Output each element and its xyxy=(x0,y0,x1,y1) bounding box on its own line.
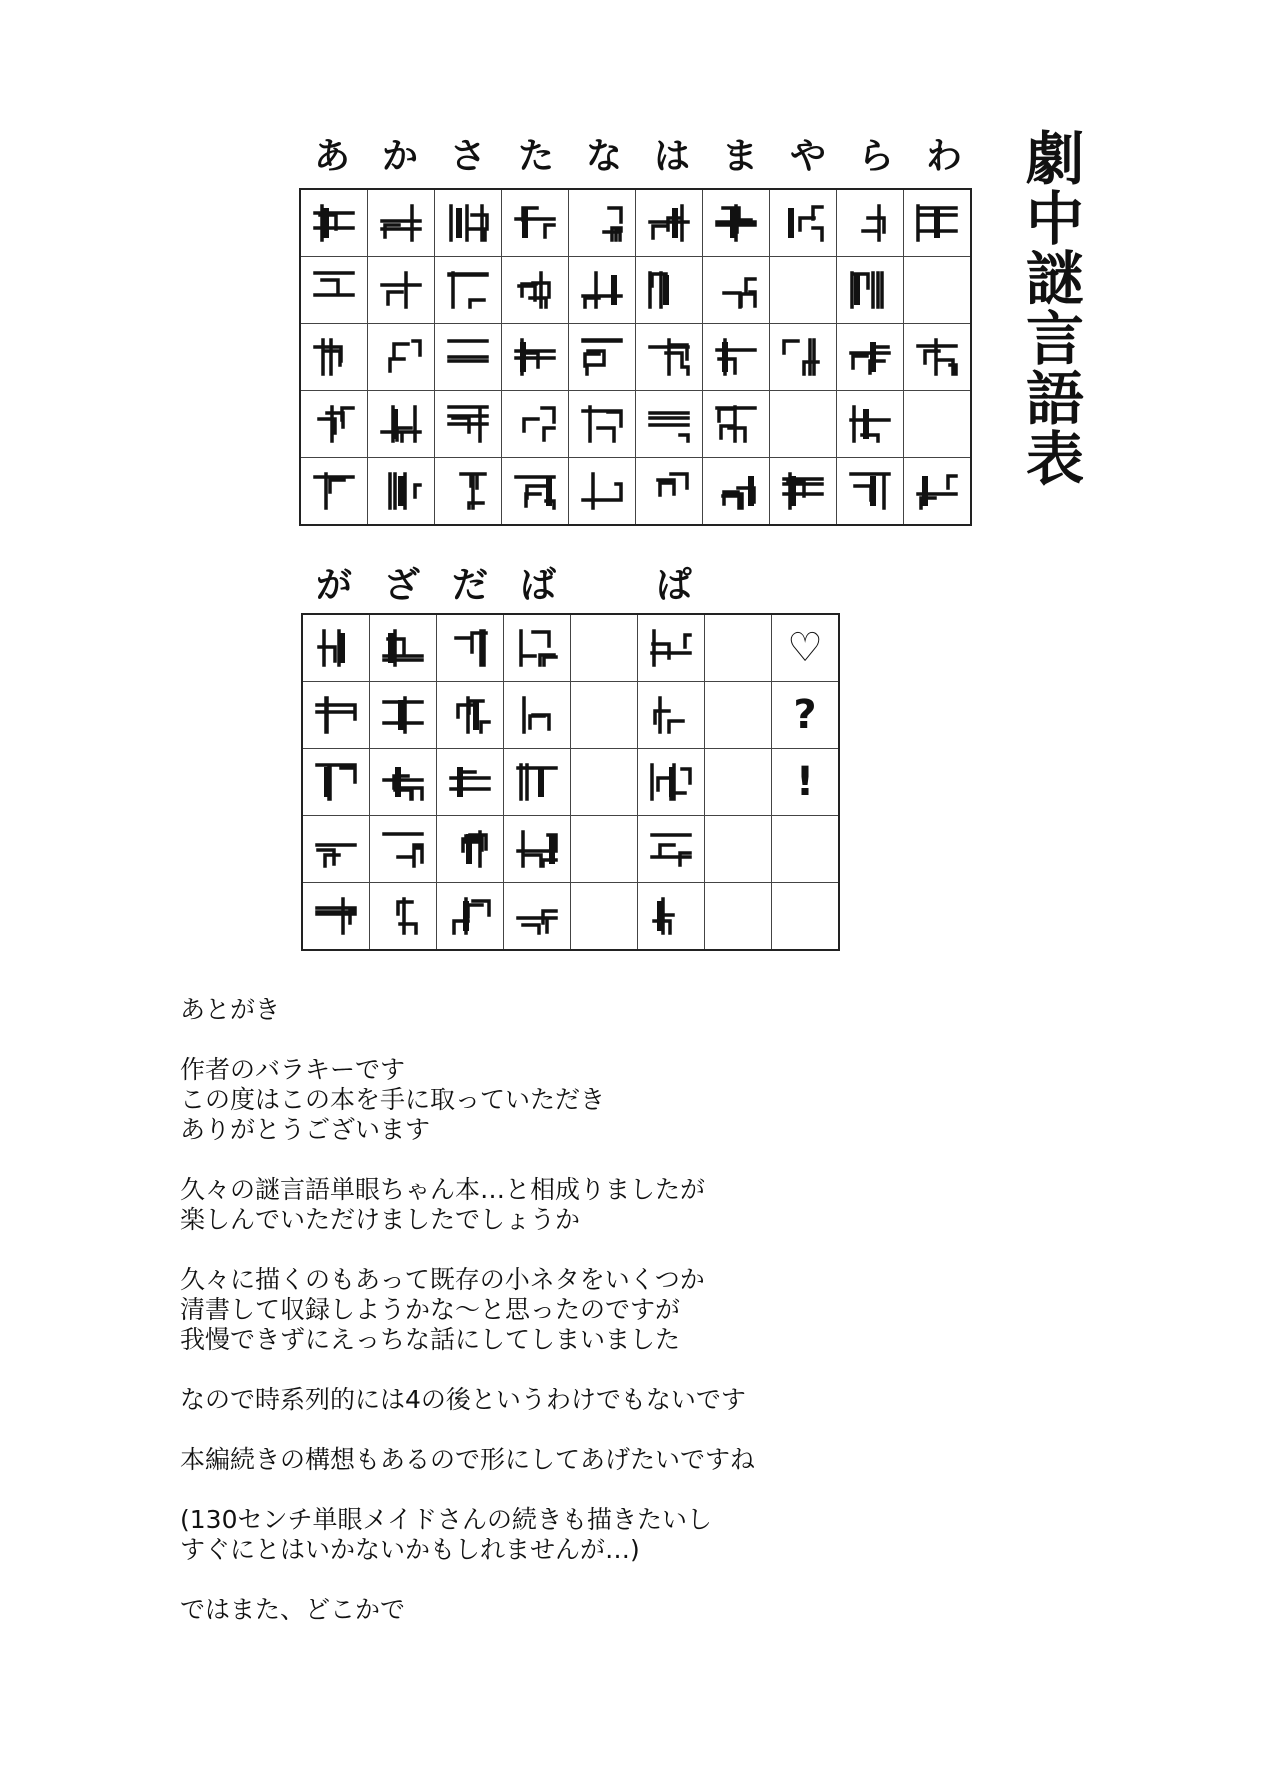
afterword-heading: あとがき xyxy=(180,995,281,1024)
cipher-cell xyxy=(502,458,569,526)
cipher-cell xyxy=(302,883,370,951)
cipher-cell xyxy=(703,458,770,526)
afterword-line: すぐにとはいかないかもしれませんが…) xyxy=(180,1535,640,1564)
cipher-glyph-icon xyxy=(311,692,361,738)
table-row xyxy=(300,324,971,391)
header-kana: た xyxy=(517,136,554,177)
cipher-cell xyxy=(370,682,437,749)
cipher-cell xyxy=(504,816,571,883)
cipher-cell xyxy=(370,614,437,682)
afterword-line: 楽しんでいただけましたでしょうか xyxy=(180,1205,581,1234)
cipher-cell xyxy=(904,189,972,257)
seion-cipher-table xyxy=(299,188,972,526)
afterword-paragraph xyxy=(180,1175,1080,1235)
cipher-cell xyxy=(638,614,705,682)
cipher-cell xyxy=(772,682,840,749)
header-kana: は xyxy=(653,136,690,177)
cipher-glyph-icon xyxy=(912,200,962,246)
cipher-cell xyxy=(368,189,435,257)
afterword-paragraph xyxy=(180,1595,1080,1625)
cipher-glyph-icon xyxy=(309,468,359,514)
cipher-cell xyxy=(302,749,370,816)
header-kana: ま xyxy=(721,136,758,177)
cipher-glyph-icon xyxy=(309,401,359,447)
table-row xyxy=(300,189,971,257)
cipher-cell xyxy=(300,391,368,458)
afterword-line: なので時系列的には4の後というわけでもないです xyxy=(180,1385,746,1414)
cipher-glyph-icon xyxy=(577,334,627,380)
cipher-cell xyxy=(302,614,370,682)
cipher-cell xyxy=(904,324,972,391)
header-kana xyxy=(572,557,640,608)
cipher-cell xyxy=(571,682,638,749)
table-row xyxy=(302,816,839,883)
dakuon-cipher-table xyxy=(301,613,840,951)
cipher-glyph-icon xyxy=(778,334,828,380)
cipher-glyph-icon xyxy=(845,200,895,246)
cipher-glyph-icon xyxy=(311,625,361,671)
header-kana: わ xyxy=(925,136,962,177)
cipher-glyph-icon xyxy=(646,826,696,872)
cipher-cell xyxy=(770,189,837,257)
afterword-paragraph xyxy=(180,1445,1080,1475)
cipher-cell xyxy=(368,257,435,324)
cipher-glyph-icon xyxy=(376,401,426,447)
afterword xyxy=(180,995,1080,1655)
cipher-glyph-icon xyxy=(845,267,895,313)
cipher-cell xyxy=(368,324,435,391)
afterword-line: 本編続きの構想もあるので形にしてあげたいですね xyxy=(180,1445,756,1474)
cipher-cell xyxy=(302,816,370,883)
cipher-glyph-icon xyxy=(443,200,493,246)
cipher-cell xyxy=(705,682,772,749)
cipher-cell xyxy=(368,391,435,458)
header-kana: だ xyxy=(451,565,488,606)
cipher-glyph-icon xyxy=(845,401,895,447)
cipher-glyph-icon xyxy=(711,401,761,447)
header-kana: や xyxy=(789,136,826,177)
cipher-cell xyxy=(837,458,904,526)
cipher-symbol: ? xyxy=(793,692,817,738)
cipher-glyph-icon xyxy=(912,468,962,514)
cipher-cell xyxy=(636,458,703,526)
cipher-cell xyxy=(502,324,569,391)
cipher-glyph-icon xyxy=(512,625,562,671)
cipher-cell xyxy=(569,257,636,324)
cipher-cell xyxy=(904,391,972,458)
cipher-glyph-icon xyxy=(845,334,895,380)
cipher-cell xyxy=(569,458,636,526)
cipher-cell xyxy=(300,458,368,526)
cipher-cell xyxy=(705,816,772,883)
cipher-cell xyxy=(504,883,571,951)
page-title: 劇中謎言語表 xyxy=(1016,128,1084,488)
header-kana: か xyxy=(381,136,418,177)
cipher-glyph-icon xyxy=(646,692,696,738)
cipher-cell xyxy=(502,391,569,458)
cipher-cell xyxy=(904,257,972,324)
cipher-cell xyxy=(772,614,840,682)
cipher-glyph-icon xyxy=(445,893,495,939)
cipher-glyph-icon xyxy=(644,334,694,380)
table-row xyxy=(300,458,971,526)
cipher-glyph-icon xyxy=(512,692,562,738)
cipher-glyph-icon xyxy=(510,200,560,246)
cipher-glyph-icon xyxy=(445,826,495,872)
afterword-line: ありがとうございます xyxy=(180,1115,431,1144)
cipher-cell xyxy=(571,614,638,682)
cipher-cell xyxy=(370,883,437,951)
cipher-cell xyxy=(636,257,703,324)
cipher-cell xyxy=(904,458,972,526)
afterword-line: この度はこの本を手に取っていただき xyxy=(180,1085,606,1114)
cipher-cell xyxy=(504,614,571,682)
afterword-paragraph xyxy=(180,1055,1080,1145)
cipher-cell xyxy=(837,391,904,458)
table-row xyxy=(300,391,971,458)
cipher-cell xyxy=(636,391,703,458)
cipher-cell xyxy=(770,391,837,458)
header-kana: さ xyxy=(449,136,486,177)
cipher-glyph-icon xyxy=(443,267,493,313)
cipher-glyph-icon xyxy=(711,200,761,246)
cipher-cell xyxy=(435,324,502,391)
cipher-glyph-icon xyxy=(711,267,761,313)
cipher-glyph-icon xyxy=(376,200,426,246)
afterword-line: 久々の謎言語単眼ちゃん本…と相成りましたが xyxy=(180,1175,706,1204)
header-kana xyxy=(776,557,844,608)
afterword-paragraph xyxy=(180,1385,1080,1415)
cipher-cell xyxy=(571,816,638,883)
cipher-glyph-icon xyxy=(577,401,627,447)
cipher-cell xyxy=(770,257,837,324)
cipher-glyph-icon xyxy=(378,759,428,805)
afterword-paragraph xyxy=(180,1505,1080,1565)
cipher-glyph-icon xyxy=(376,334,426,380)
cipher-glyph-icon xyxy=(512,893,562,939)
afterword-paragraph xyxy=(180,1265,1080,1355)
table-row xyxy=(302,682,839,749)
cipher-cell xyxy=(300,257,368,324)
cipher-cell xyxy=(370,816,437,883)
cipher-cell xyxy=(569,189,636,257)
cipher-cell xyxy=(703,391,770,458)
cipher-glyph-icon xyxy=(512,826,562,872)
cipher-cell xyxy=(437,682,504,749)
cipher-cell xyxy=(502,257,569,324)
seion-header xyxy=(298,128,978,179)
header-kana xyxy=(708,557,776,608)
cipher-glyph-icon xyxy=(445,625,495,671)
cipher-cell xyxy=(437,883,504,951)
cipher-cell xyxy=(569,391,636,458)
cipher-cell xyxy=(437,749,504,816)
header-kana: ば xyxy=(519,565,556,606)
cipher-glyph-icon xyxy=(445,692,495,738)
cipher-glyph-icon xyxy=(309,267,359,313)
cipher-glyph-icon xyxy=(646,625,696,671)
cipher-glyph-icon xyxy=(443,334,493,380)
cipher-cell xyxy=(636,189,703,257)
cipher-glyph-icon xyxy=(311,759,361,805)
cipher-glyph-icon xyxy=(510,267,560,313)
header-kana: あ xyxy=(313,136,350,177)
cipher-glyph-icon xyxy=(711,334,761,380)
cipher-cell xyxy=(705,883,772,951)
cipher-cell xyxy=(705,614,772,682)
cipher-glyph-icon xyxy=(443,468,493,514)
table-row xyxy=(302,883,839,951)
cipher-cell xyxy=(703,324,770,391)
cipher-glyph-icon xyxy=(378,826,428,872)
cipher-cell xyxy=(435,458,502,526)
cipher-glyph-icon xyxy=(644,468,694,514)
cipher-cell xyxy=(770,324,837,391)
cipher-cell xyxy=(435,257,502,324)
cipher-cell xyxy=(837,189,904,257)
cipher-symbol: ! xyxy=(795,759,815,805)
cipher-cell xyxy=(571,883,638,951)
afterword-line: (130センチ単眼メイドさんの続きも描きたいし xyxy=(180,1505,712,1534)
header-kana: ざ xyxy=(383,565,420,606)
cipher-glyph-icon xyxy=(445,759,495,805)
cipher-cell xyxy=(437,816,504,883)
cipher-cell xyxy=(638,883,705,951)
cipher-glyph-icon xyxy=(376,468,426,514)
cipher-cell xyxy=(300,189,368,257)
afterword-line: ではまた、どこかで xyxy=(180,1595,406,1624)
cipher-glyph-icon xyxy=(646,893,696,939)
cipher-glyph-icon xyxy=(577,200,627,246)
cipher-glyph-icon xyxy=(378,692,428,738)
cipher-cell xyxy=(300,324,368,391)
cipher-cell xyxy=(638,816,705,883)
cipher-cell xyxy=(569,324,636,391)
cipher-glyph-icon xyxy=(309,200,359,246)
header-kana: が xyxy=(315,565,352,606)
cipher-glyph-icon xyxy=(510,334,560,380)
cipher-cell xyxy=(368,458,435,526)
header-kana: ら xyxy=(857,136,894,177)
afterword-line: 作者のバラキーです xyxy=(180,1055,406,1084)
afterword-body xyxy=(180,1055,1080,1625)
cipher-glyph-icon xyxy=(512,759,562,805)
cipher-glyph-icon xyxy=(577,468,627,514)
cipher-glyph-icon xyxy=(309,334,359,380)
header-kana: な xyxy=(585,136,622,177)
cipher-cell xyxy=(638,749,705,816)
table-row xyxy=(302,614,839,682)
cipher-glyph-icon xyxy=(311,893,361,939)
cipher-cell xyxy=(638,682,705,749)
cipher-glyph-icon xyxy=(778,200,828,246)
cipher-cell xyxy=(502,189,569,257)
cipher-glyph-icon xyxy=(510,401,560,447)
cipher-glyph-icon xyxy=(376,267,426,313)
cipher-cell xyxy=(370,749,437,816)
cipher-cell xyxy=(504,682,571,749)
cipher-glyph-icon xyxy=(311,826,361,872)
cipher-glyph-icon xyxy=(711,468,761,514)
cipher-glyph-icon xyxy=(443,401,493,447)
cipher-glyph-icon xyxy=(646,759,696,805)
cipher-cell xyxy=(837,257,904,324)
cipher-glyph-icon xyxy=(644,200,694,246)
cipher-glyph-icon xyxy=(778,468,828,514)
table-row xyxy=(302,749,839,816)
cipher-cell xyxy=(705,749,772,816)
afterword-line: 久々に描くのもあって既存の小ネタをいくつか xyxy=(180,1265,705,1294)
cipher-cell xyxy=(703,257,770,324)
table-row xyxy=(300,257,971,324)
afterword-line: 我慢できずにえっちな話にしてしまいました xyxy=(180,1325,681,1354)
cipher-glyph-icon xyxy=(912,334,962,380)
cipher-cell xyxy=(772,749,840,816)
afterword-line: 清書して収録しようかな〜と思ったのですが xyxy=(180,1295,681,1324)
cipher-glyph-icon xyxy=(644,267,694,313)
cipher-cell xyxy=(435,391,502,458)
cipher-cell xyxy=(703,189,770,257)
cipher-cell xyxy=(772,816,840,883)
cipher-glyph-icon xyxy=(644,401,694,447)
cipher-cell xyxy=(636,324,703,391)
cipher-glyph-icon xyxy=(378,625,428,671)
cipher-glyph-icon xyxy=(577,267,627,313)
cipher-glyph-icon xyxy=(378,893,428,939)
cipher-glyph-icon xyxy=(845,468,895,514)
header-kana: ぱ xyxy=(655,565,692,606)
cipher-cell xyxy=(571,749,638,816)
cipher-cell xyxy=(770,458,837,526)
cipher-symbol: ♡ xyxy=(787,625,823,671)
dakuon-header xyxy=(300,557,844,608)
cipher-cell xyxy=(302,682,370,749)
cipher-cell xyxy=(435,189,502,257)
cipher-cell xyxy=(772,883,840,951)
cipher-glyph-icon xyxy=(510,468,560,514)
cipher-cell xyxy=(437,614,504,682)
cipher-cell xyxy=(837,324,904,391)
cipher-cell xyxy=(504,749,571,816)
